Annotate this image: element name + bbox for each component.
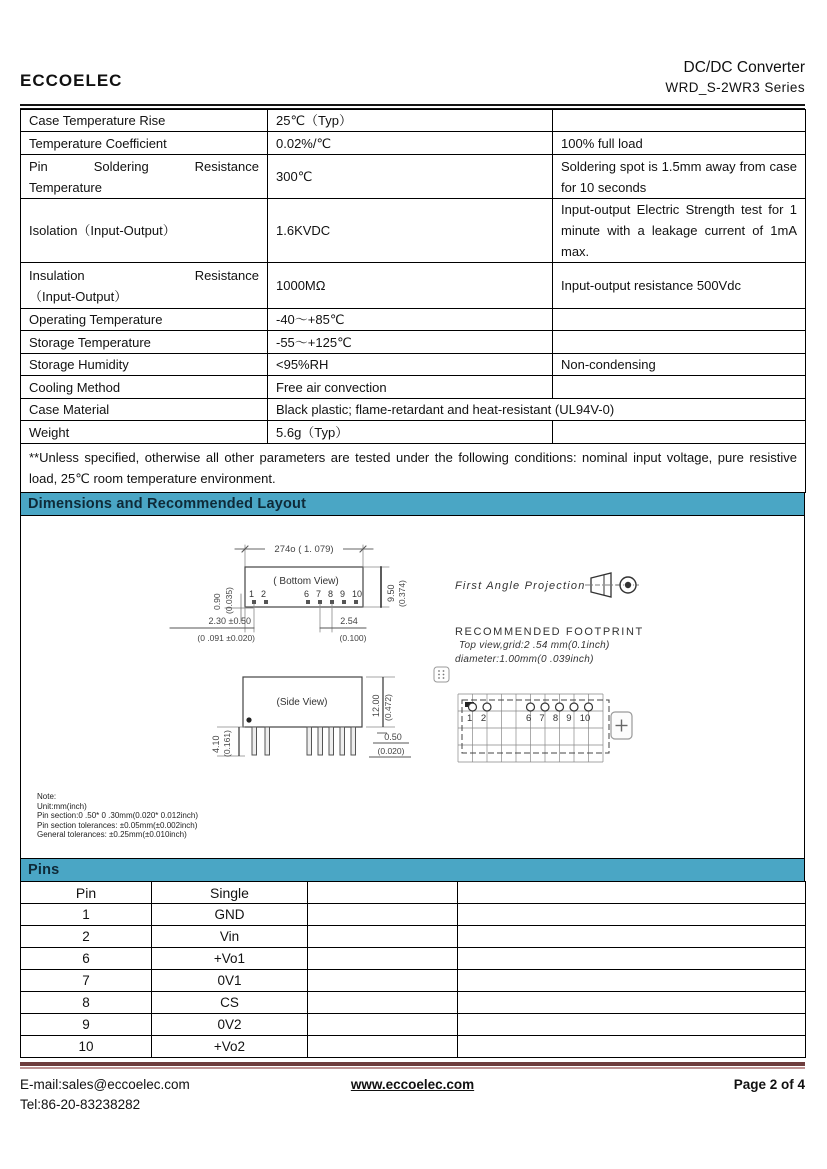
spec-value: -40～+85℃ — [268, 309, 553, 331]
grid-dots-icon — [434, 667, 449, 682]
footer-tel: Tel:86-20-83238282 — [20, 1097, 141, 1112]
pin-function: Vin — [152, 926, 308, 948]
side-view-height-dim-inch: (0.472) — [383, 694, 393, 721]
table-row — [21, 354, 806, 376]
spec-value: 300℃ — [268, 155, 553, 199]
footer-website — [282, 1075, 544, 1115]
side-view-pin-length-dim-inch: (0.161) — [222, 730, 232, 757]
pin-function: CS — [152, 992, 308, 1014]
pins-header-pin: Pin — [21, 882, 152, 904]
first-angle-projection — [455, 573, 639, 597]
table-row — [21, 948, 806, 970]
page-header — [20, 0, 805, 104]
plus-marker-icon — [611, 712, 632, 739]
bottom-view-height-dim-inch: (0.374) — [397, 580, 407, 607]
page-footer — [20, 1075, 805, 1115]
spec-note — [553, 331, 806, 354]
table-row — [21, 155, 806, 199]
side-view-drawing — [211, 677, 411, 757]
spec-value: 1.6KVDC — [268, 199, 553, 263]
spec-param: Isolation（Input-Output） — [21, 199, 268, 263]
bottom-view-edge-dim: 2.30 ±0.50 — [208, 616, 251, 626]
pin-empty-cell — [458, 1036, 806, 1058]
bottom-view-height-dim: 9.50 — [386, 584, 396, 602]
pin-empty-cell — [308, 1014, 458, 1036]
pin-empty-cell — [308, 970, 458, 992]
footer-page-number: Page 2 of 4 — [733, 1077, 805, 1092]
table-row — [21, 421, 806, 444]
bottom-view-label: ( Bottom View) — [273, 576, 339, 587]
table-row — [21, 132, 806, 155]
table-header-row — [21, 882, 806, 904]
note-line: Note: — [37, 792, 57, 801]
spec-footnote: **Unless specified, otherwise all other parameters are tested under the following conditions: nominal input voltage, pure resistive load, 25℃ room temperature environment. — [21, 444, 806, 493]
spec-value: 0.02%/℃ — [268, 132, 553, 155]
spec-param: Temperature Coefficient — [21, 132, 268, 155]
footprint-pin-numbers-right: 6 7 8 9 10 — [526, 713, 591, 724]
section-title: Pins — [28, 862, 60, 878]
footer-rule — [20, 1062, 805, 1069]
pin-empty-cell — [458, 926, 806, 948]
spec-note — [553, 110, 806, 132]
spec-value: <95%RH — [268, 354, 553, 376]
company-logo: ECCOELEC — [20, 71, 123, 90]
note-line: Unit:mm(inch) — [37, 801, 87, 811]
spec-param: Case Material — [21, 399, 268, 421]
table-row — [21, 1036, 806, 1058]
table-row — [21, 110, 806, 132]
spec-note: Soldering spot is 1.5mm away from case for 10 seconds — [553, 155, 806, 199]
bottom-view-pitch-dim: 2.54 — [340, 616, 358, 626]
pin-empty-cell — [458, 904, 806, 926]
spec-value: 5.6g（Typ） — [268, 421, 553, 444]
pin-empty-cell — [308, 926, 458, 948]
pin-number: 1 — [21, 904, 152, 926]
spec-note: Non-condensing — [553, 354, 806, 376]
spec-param: Cooling Method — [21, 376, 268, 399]
spec-note: Input-output resistance 500Vdc — [553, 263, 806, 309]
pin-function: 0V1 — [152, 970, 308, 992]
table-row — [21, 970, 806, 992]
pin-function: 0V2 — [152, 1014, 308, 1036]
pins-header-empty — [458, 882, 806, 904]
spec-param: Operating Temperature — [21, 309, 268, 331]
pin-empty-cell — [458, 992, 806, 1014]
spec-param: Storage Humidity — [21, 354, 268, 376]
table-row — [21, 309, 806, 331]
spec-note: Input-output Electric Strength test for 1 minute with a leakage current of 1mA max. — [553, 199, 806, 263]
spec-note: 100% full load — [553, 132, 806, 155]
note-line: General tolerances: ±0.25mm(±0.010inch) — [37, 830, 187, 840]
pin-number: 10 — [21, 1036, 152, 1058]
pin-empty-cell — [308, 1036, 458, 1058]
recommended-footprint — [434, 626, 644, 762]
table-row — [21, 376, 806, 399]
pin-function: +Vo1 — [152, 948, 308, 970]
pin-function: GND — [152, 904, 308, 926]
section-header-pins — [20, 859, 805, 881]
table-row — [21, 1014, 806, 1036]
section-header-dimensions — [20, 493, 805, 515]
spec-value: 25℃（Typ） — [268, 110, 553, 132]
projection-symbol-icon — [585, 573, 639, 597]
side-view-pin-length-dim: 4.10 — [211, 735, 221, 753]
series-title: WRD_S-2WR3 Series — [665, 79, 805, 95]
footprint-pin-numbers-left: 1 2 — [467, 713, 487, 724]
drawing-notes — [37, 792, 198, 840]
spec-note — [553, 309, 806, 331]
bottom-view-pin-offset-dim: 0.90 — [212, 593, 222, 610]
table-row — [21, 444, 806, 493]
table-row — [21, 263, 806, 309]
spec-param: Storage Temperature — [21, 331, 268, 354]
pin-empty-cell — [458, 948, 806, 970]
pin-function: +Vo2 — [152, 1036, 308, 1058]
pins-header-empty — [308, 882, 458, 904]
bottom-view-drawing — [170, 541, 407, 643]
bottom-view-pads — [252, 600, 358, 604]
footer-contact — [20, 1075, 282, 1115]
dimensions-drawing-area — [20, 515, 805, 859]
bottom-view-edge-dim-inch: (0 .091 ±0.020) — [197, 633, 255, 643]
bottom-view-pin-offset-dim-inch: (0.035) — [224, 587, 234, 614]
pin-number: 2 — [21, 926, 152, 948]
table-row — [21, 331, 806, 354]
bottom-view-pitch-dim-inch: (0.100) — [339, 633, 367, 643]
header-right — [665, 58, 805, 97]
side-view-label: (Side View) — [276, 697, 328, 708]
website-link[interactable]: www.eccoelec.com — [350, 1077, 475, 1092]
spec-value: Free air convection — [268, 376, 553, 399]
note-line: Pin section tolerances: ±0.05mm(±0.002inch) — [37, 820, 198, 830]
pin-number: 8 — [21, 992, 152, 1014]
footprint-pads — [469, 703, 593, 711]
pin-number: 6 — [21, 948, 152, 970]
spec-note — [553, 376, 806, 399]
section-title: Dimensions and Recommended Layout — [28, 496, 307, 512]
table-row — [21, 992, 806, 1014]
pins-header-single: Single — [152, 882, 308, 904]
bottom-view-width-dim: 274o ( 1. 079) — [274, 544, 334, 555]
table-row — [21, 199, 806, 263]
bottom-view-pin-numbers-left: 1 2 — [249, 589, 267, 599]
spec-param: Pin Soldering Resistance Temperature — [21, 155, 268, 199]
spec-value: -55～+125℃ — [268, 331, 553, 354]
table-row — [21, 399, 806, 421]
side-view-height-dim: 12.00 — [371, 694, 381, 717]
spec-param: Insulation Resistance （Input-Output） — [21, 263, 268, 309]
footprint-diameter-spec: diameter:1.00mm(0 .039inch) — [455, 654, 594, 665]
footprint-title: RECOMMENDED FOOTPRINT — [455, 626, 644, 638]
product-title: DC/DC Converter — [683, 59, 805, 76]
bottom-view-pin-numbers-right: 6 7 8 9 10 — [304, 589, 363, 599]
pin-empty-cell — [458, 970, 806, 992]
pin-empty-cell — [308, 904, 458, 926]
spec-param: Weight — [21, 421, 268, 444]
spec-note — [553, 421, 806, 444]
spec-value: 1000MΩ — [268, 263, 553, 309]
table-row — [21, 904, 806, 926]
side-view-pins — [252, 727, 356, 755]
pin-empty-cell — [308, 992, 458, 1014]
pin-empty-cell — [308, 948, 458, 970]
side-view-pin-width-dim: 0.50 — [384, 732, 402, 742]
pin1-marker-dot — [246, 717, 251, 722]
side-view-pin-width-dim-inch: (0.020) — [377, 746, 405, 756]
projection-label: First Angle Projection — [455, 580, 586, 592]
pin-number: 9 — [21, 1014, 152, 1036]
pin-empty-cell — [458, 1014, 806, 1036]
pin-number: 7 — [21, 970, 152, 992]
spec-table — [20, 109, 806, 493]
spec-param: Case Temperature Rise — [21, 110, 268, 132]
pins-table — [20, 881, 806, 1058]
note-line: Pin section:0 .50* 0 .30mm(0.020* 0.012inch) — [37, 811, 198, 821]
footer-email: E-mail:sales@eccoelec.com — [20, 1077, 190, 1092]
footprint-grid-spec: Top view,grid:2 .54 mm(0.1inch) — [459, 640, 610, 651]
spec-value: Black plastic; flame-retardant and heat-resistant (UL94V-0) — [268, 399, 806, 421]
table-row — [21, 926, 806, 948]
